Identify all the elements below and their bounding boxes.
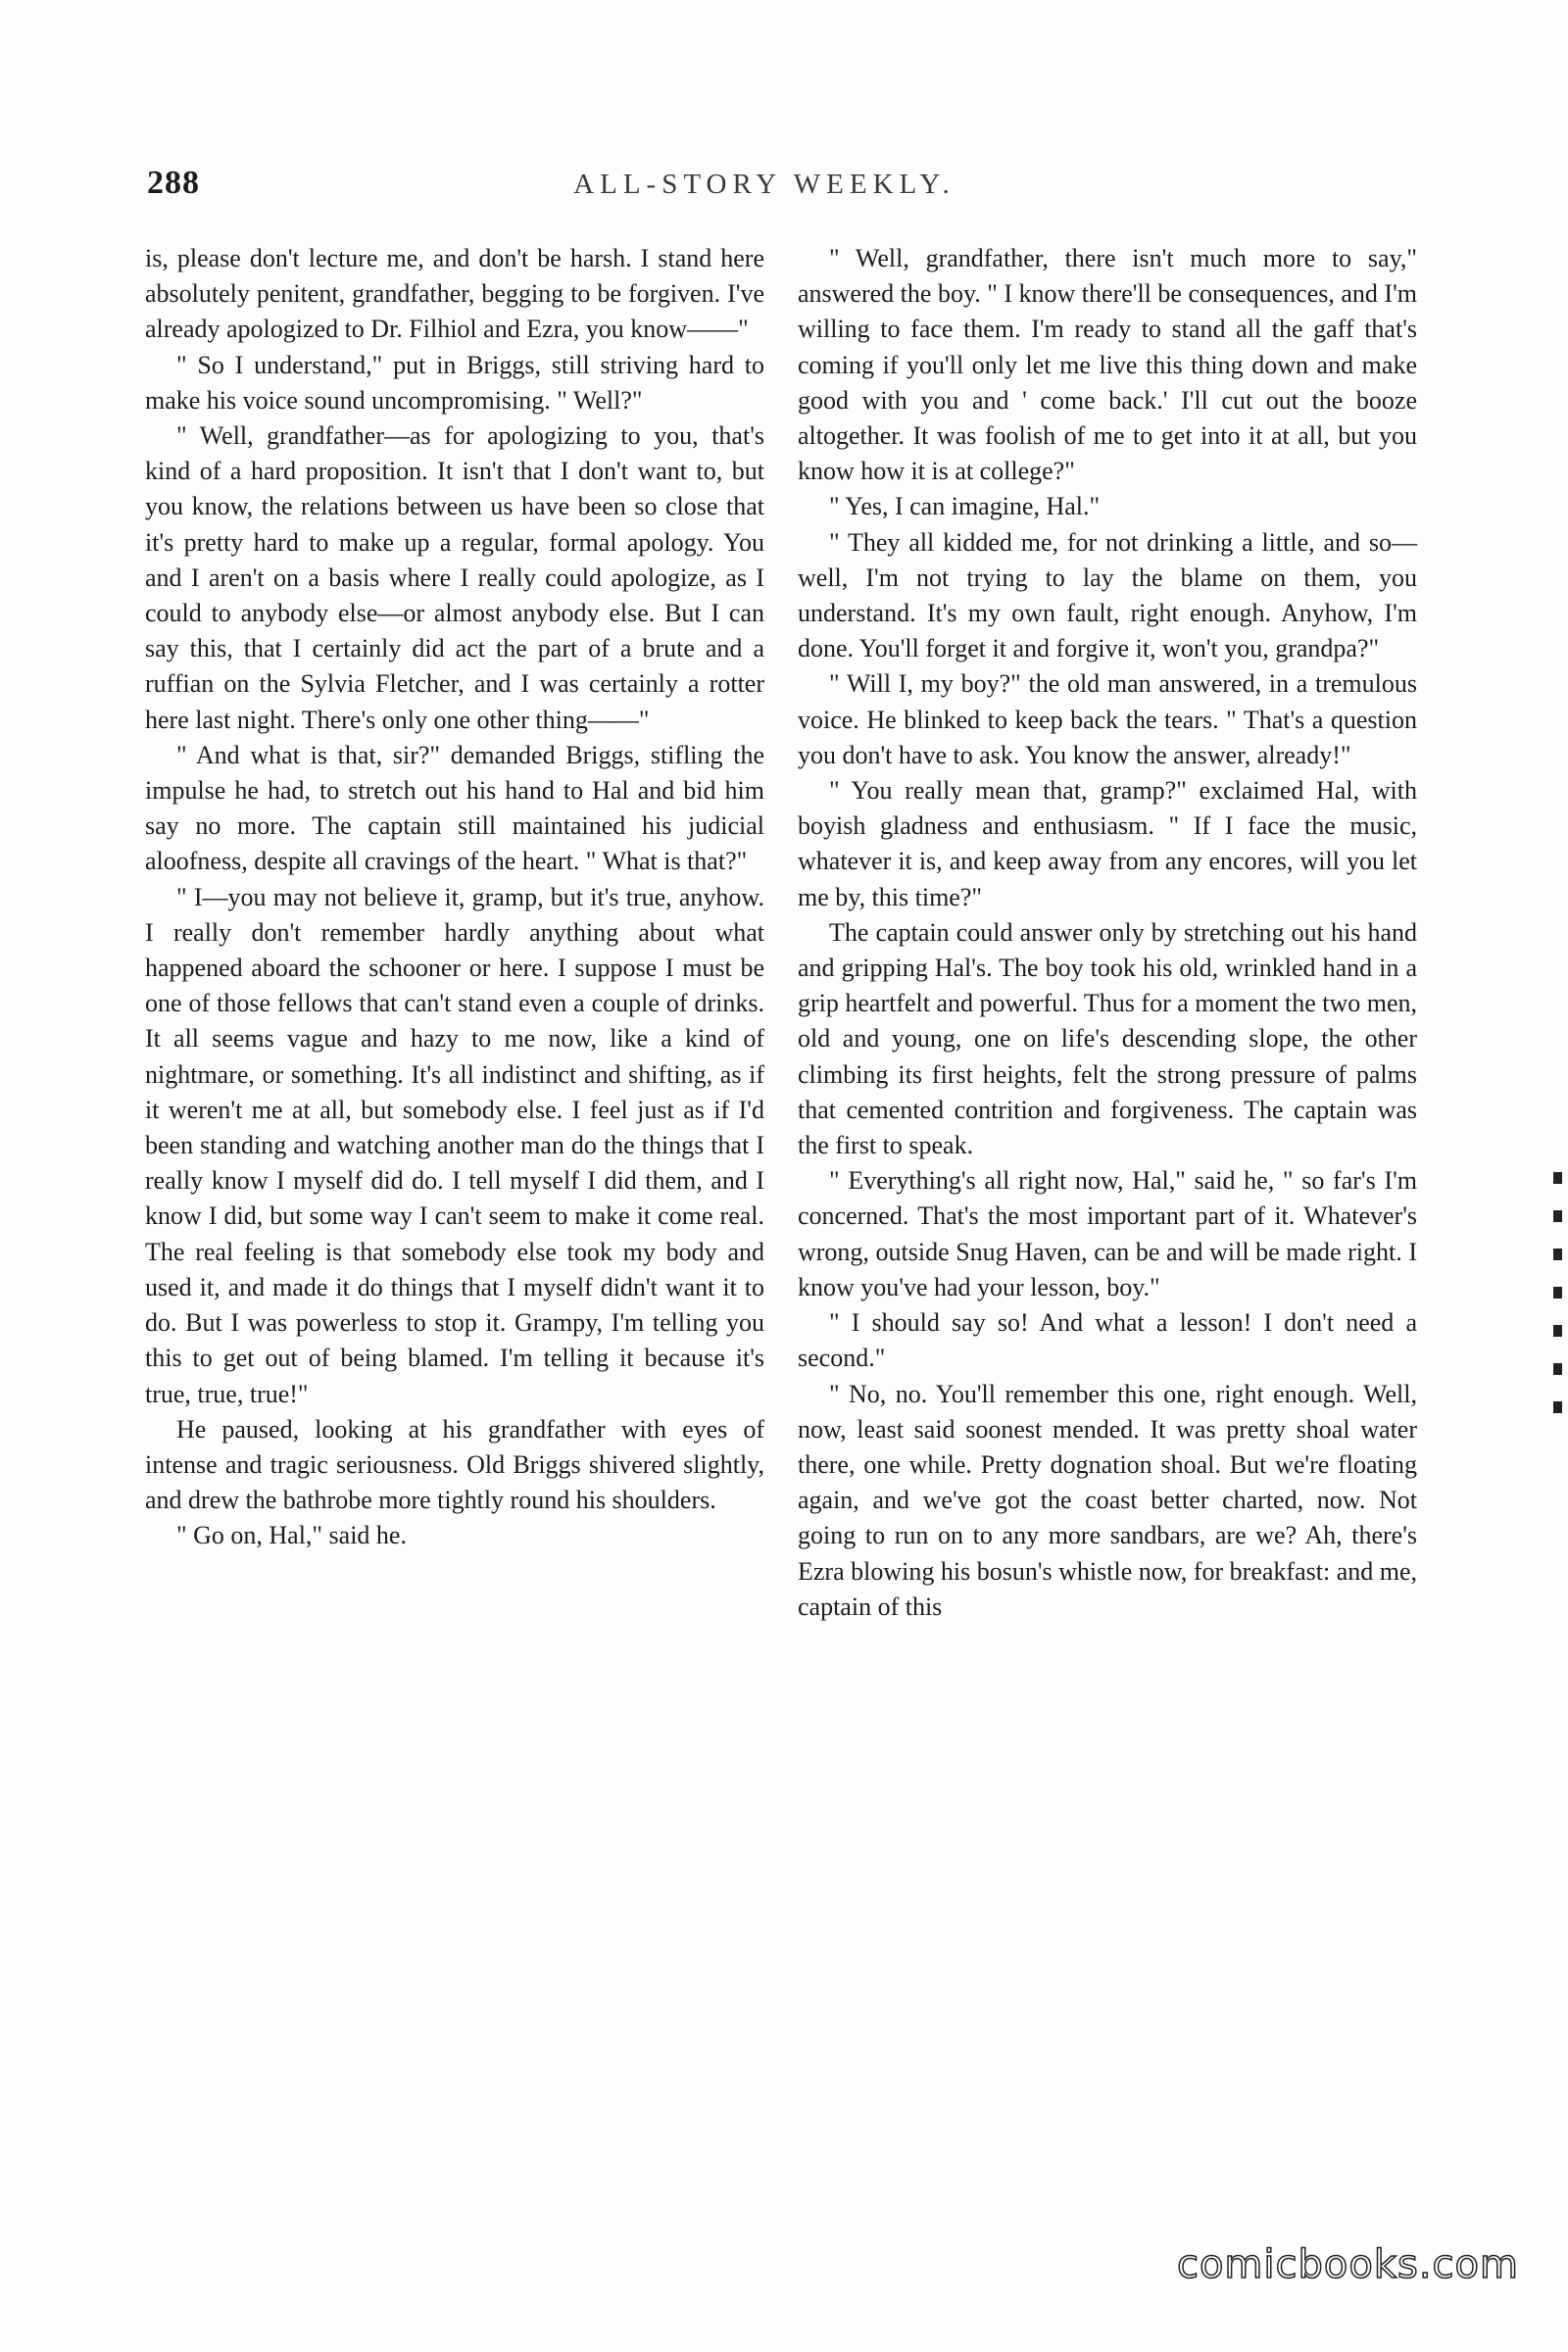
paragraph: " Yes, I can imagine, Hal." [829, 492, 1101, 521]
scan-mark [1553, 1287, 1562, 1298]
running-head: ALL-STORY WEEKLY. [573, 169, 956, 200]
paragraph: He paused, looking at his grandfather with eyes of intense and tragic seriousness. Old Briggs shivered slightly, and drew the bathrobe more tightly round his shoulders. [145, 1414, 764, 1515]
left-column [145, 241, 764, 1554]
paragraph: is, please don't lecture me, and don't be harsh. I stand here absolutely penitent, grandfather, begging to be forgiven. I've already apologized to Dr. Filhiol and Ezra, you know——" [145, 244, 764, 344]
paragraph: " You really mean that, gramp?" exclaimed Hal, with boyish gladness and enthusiasm. " If I face the music, whatever it is, and keep away from any encores, will you let me by, this time?" [798, 776, 1417, 911]
paragraph: " Well, grandfather—as for apologizing to you, that's kind of a hard proposition. It isn't that I don't want to, but you know, the relations between us have been so close that it's pretty hard to make up a regular, formal apology. You and I aren't on a basis where I really could apologize, as I could to anybody else—or almost anybody else. But I can say this, that I certainly did act the part of a brute and a ruffian on the Sylvia Fletcher, and I was certainly a rotter here last night. There's only one other thing——" [145, 421, 764, 734]
scan-mark [1553, 1172, 1562, 1184]
paragraph: The captain could answer only by stretching out his hand and gripping Hal's. The boy took his old, wrinkled hand in a grip heartfelt and powerful. Thus for a moment the two men, old and young, one on life's descending slope, the other climbing its first heights, felt the strong pressure of palms that cemented contrition and forgiveness. The captain was the first to speak. [798, 917, 1418, 1160]
scan-edge-marks [1553, 1172, 1567, 1440]
page-header [147, 165, 1382, 214]
paragraph: " Will I, my boy?" the old man answered, in a tremulous voice. He blinked to keep back the tears. " That's a question you don't have to ask. You know the answer, already!" [798, 669, 1417, 769]
scan-mark [1553, 1363, 1562, 1375]
page-number: 288 [147, 165, 200, 201]
paragraph: " And what is that, sir?" demanded Briggs, stifling the impulse he had, to stretch out his hand to Hal and bid him say no more. The captain still maintained his judicial aloofness, despite all cravings of the heart. " What is that?" [145, 740, 764, 876]
scan-mark [1553, 1325, 1562, 1337]
paragraph: " I should say so! And what a lesson! I don't need a second." [798, 1308, 1417, 1373]
paragraph: " Well, grandfather, there isn't much more to say," answered the boy. " I know there'll be consequences, and I'm willing to face them. I'm ready to stand all the gaff that's coming if you'll only let me live this thing down and make good with you and ' come back.' I'll cut out the booze altogether. It was foolish of me to get into it at all, but you know how it is at college?" [798, 244, 1417, 486]
right-column [798, 241, 1417, 1625]
paragraph: " No, no. You'll remember this one, right enough. Well, now, least said soonest mended. It was pretty shoal water there, one while. Pretty dognation shoal. But we're floating again, and we've got the coast better charted, now. Not going to run on to any more sandbars, are we? Ah, there's Ezra blowing his bosun's whistle now, for breakfast: and me, captain of this [798, 1379, 1417, 1621]
paragraph: " Go on, Hal," said he. [176, 1521, 407, 1550]
scan-mark [1553, 1249, 1562, 1260]
watermark: comicbooks.com [1176, 2242, 1519, 2287]
scan-mark [1553, 1210, 1562, 1222]
paragraph: " I—you may not believe it, gramp, but it's true, anyhow. I really don't remember hardly anything about what happened aboard the schooner or here. I suppose I must be one of those fellows that can't stand even a couple of drinks. It all seems vague and hazy to me now, like a kind of nightmare, or something. It's all indistinct and shifting, as if it weren't me at all, but somebody else. I feel just as if I'd been standing and watching another man do the things that I really know I myself did do. I tell myself I did them, and I know I did, but some way I can't seem to make it come real. The real feeling is that somebody else took my body and used it, and made it do things that I myself didn't want it to do. But I was powerless to stop it. Grampy, I'm telling you this to get out of being blamed. I'm telling it because it's true, true, true!" [145, 882, 764, 1408]
paragraph: " So I understand," put in Briggs, still striving hard to make his voice sound uncompromising. " Well?" [145, 350, 764, 415]
scan-mark [1553, 1401, 1562, 1413]
paragraph: " Everything's all right now, Hal," said he, " so far's I'm concerned. That's the most important part of it. Whatever's wrong, outside Snug Haven, can be and will be made right. I know you've had your lesson, boy." [798, 1166, 1417, 1301]
paragraph: " They all kidded me, for not drinking a little, and so—well, I'm not trying to lay the blame on them, you understand. It's my own fault, right enough. Anyhow, I'm done. You'll forget it and forgive it, won't you, grandpa?" [798, 527, 1417, 663]
